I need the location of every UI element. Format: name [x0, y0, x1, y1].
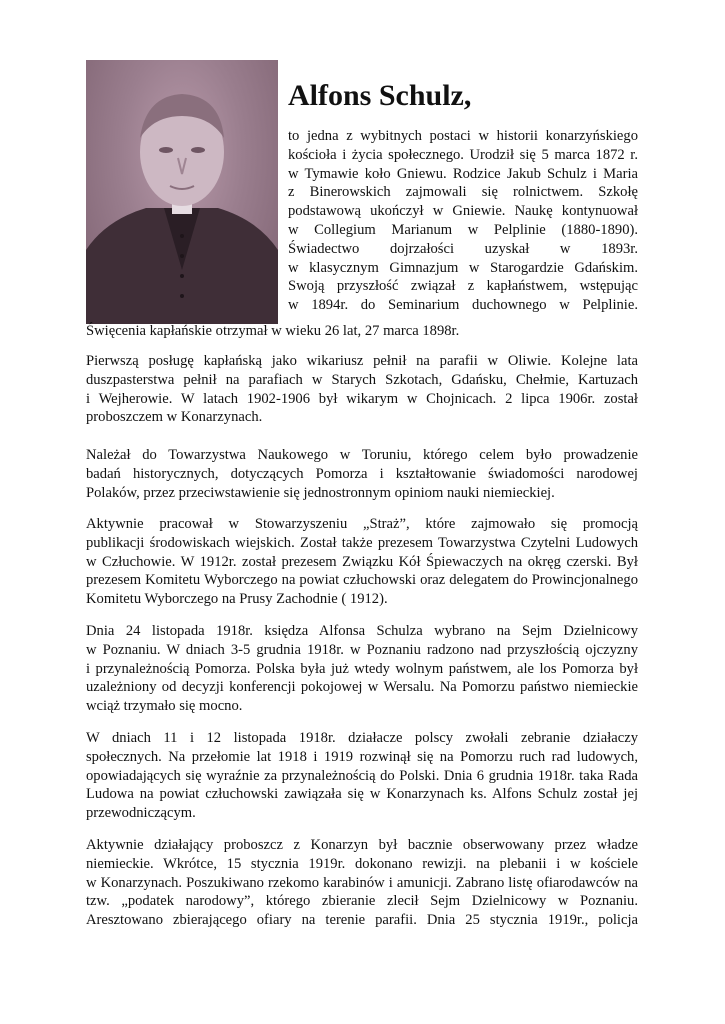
paragraph-line: w Konarzynach. Poszukiwano rzekomo karabinów i amunicji. Zabrano listę ofiarodawców na: [86, 874, 638, 891]
paragraph-line: badań historycznych, dotyczących Pomorza i kształtowanie świadomości narodowej: [86, 465, 638, 482]
paragraph-line: Pierwszą posługę kapłańską jako wikariusz pełnił na parafii w Oliwie. Kolejne lata: [86, 353, 638, 369]
intro-line: w Tymawie koło Gniewu. Rodzice Jakub Schulz i Maria: [288, 165, 638, 182]
paragraph-line: wciąż trzymało się mocno.: [86, 698, 243, 715]
paragraph-line: w Człuchowie. W 1912r. został prezesem Związku Kół Śpiewaczych na okręg czerski. Był: [86, 553, 638, 570]
paragraph-1: [86, 352, 638, 427]
paragraph-line: tzw. „podatek narodowy”, którego zbieranie zlecił Sejm Dzielnicowy w Poznaniu.: [86, 893, 638, 910]
paragraph-line: publikacji środowiskach wiejskich. Został także prezesem Towarzystwa Czytelni Ludowych: [86, 534, 638, 551]
paragraph-line: społecznych. Na przełomie lat 1918 i 1919 rozwinął się na Pomorzu ruch rad ludowych,: [86, 748, 638, 765]
page-title: Alfons Schulz,: [288, 79, 472, 112]
paragraph-4: [86, 622, 638, 716]
paragraph-line: Aktywnie działający proboszcz z Konarzyn był bacznie obserwowany przez władze: [86, 837, 638, 853]
paragraph-3: [86, 515, 638, 609]
paragraph-line: niemieckie. Wkrótce, 15 stycznia 1919r. dokonano rewizji. na plebanii i w kościele: [86, 855, 638, 872]
paragraph-line: Polaków, przez przeciwstawienie się jednostronnym opiniom nauki niemieckiej.: [86, 484, 555, 501]
paragraph-line: Należał do Towarzystwa Naukowego w Toruniu, którego celem było prowadzenie: [86, 447, 638, 463]
paragraph-line: duszpasterstwa pełnił na parafiach w Starych Szkotach, Gdańsku, Chełmie, Kartuzach: [86, 371, 638, 388]
intro-line: z Binerowskich zajmowali się rolnictwem. Szkołę: [288, 184, 638, 201]
portrait-photo: [86, 60, 278, 324]
intro-line: w 1894r. do Seminarium duchownego w Pelplinie.: [288, 297, 638, 314]
paragraph-line: i przynależnością Pomorza. Polska była już wtedy wolnym państwem, ale los Pomorza był: [86, 660, 638, 677]
paragraph-line: Ludowa na powiat człuchowski zawiązała się w Konarzynach ks. Alfons Schulz został jej: [86, 786, 638, 803]
paragraph-line: Dnia 24 listopada 1918r. księdza Alfonsa Schulza wybrano na Sejm Dzielnicowy: [86, 623, 638, 639]
intro-line: podstawową ukończył w Gniewie. Naukę kontynuował: [288, 203, 638, 220]
intro-line: w Collegium Marianum w Pelplinie (1880-1890).: [288, 221, 638, 238]
paragraph-line: proboszczem w Konarzynach.: [86, 409, 263, 426]
paragraph-2: [86, 446, 638, 502]
paragraph-line: Aresztowano zbierającego ofiary na terenie parafii. Dnia 25 stycznia 1919r., policja: [86, 912, 638, 929]
portrait-image: [86, 60, 278, 324]
paragraph-line: opowiadających się wyraźnie za przynależnością do Polski. Dnia 6 grudnia 1918r. taka Rada: [86, 767, 638, 784]
intro-line: Swoją przyszłość związał z kapłaństwem, wstępując: [288, 278, 638, 295]
paragraph-line: prezesem Komitetu Wyborczego na powiat człuchowski oraz delegatem do Prowincjonalnego: [86, 572, 638, 589]
intro-text: [288, 127, 638, 315]
paragraph-line: w Poznaniu. W dniach 3-5 grudnia 1918r. w Poznaniu radzono nad przyszłością ojczyzny: [86, 641, 638, 658]
intro-line: Świadectwo dojrzałości uzyskał w 1893r.: [288, 240, 638, 257]
paragraph-line: W dniach 11 i 12 listopada 1918r. działacze polscy zwołali zebranie działaczy: [86, 730, 638, 746]
intro-last-line: Święcenia kapłańskie otrzymał w wieku 26 lat, 27 marca 1898r.: [86, 323, 460, 339]
paragraph-line: uzależniony od decyzji konferencji pokojowej w Wersalu. Na Pomorzu państwo niemieckie: [86, 679, 638, 696]
intro-line: to jedna z wybitnych postaci w historii konarzyńskiego: [288, 128, 638, 144]
intro-line: w klasycznym Gimnazjum w Starogardzie Gdańskim.: [288, 259, 638, 276]
paragraph-line: Aktywnie pracował w Stowarzyszeniu „Straż”, które zajmowało się promocją: [86, 516, 638, 532]
paragraph-6: [86, 836, 638, 930]
paragraph-line: Komitetu Wyborczego na Prusy Zachodnie ( 1912).: [86, 591, 388, 608]
paragraph-line: i Wejherowie. W latach 1902-1906 był wikarym w Chojnicach. 2 lipca 1906r. został: [86, 390, 638, 407]
intro-line: kościoła i życia społecznego. Urodził się 5 marca 1872 r.: [288, 146, 638, 163]
paragraph-line: przewodniczącym.: [86, 805, 196, 822]
paragraph-5: [86, 729, 638, 823]
